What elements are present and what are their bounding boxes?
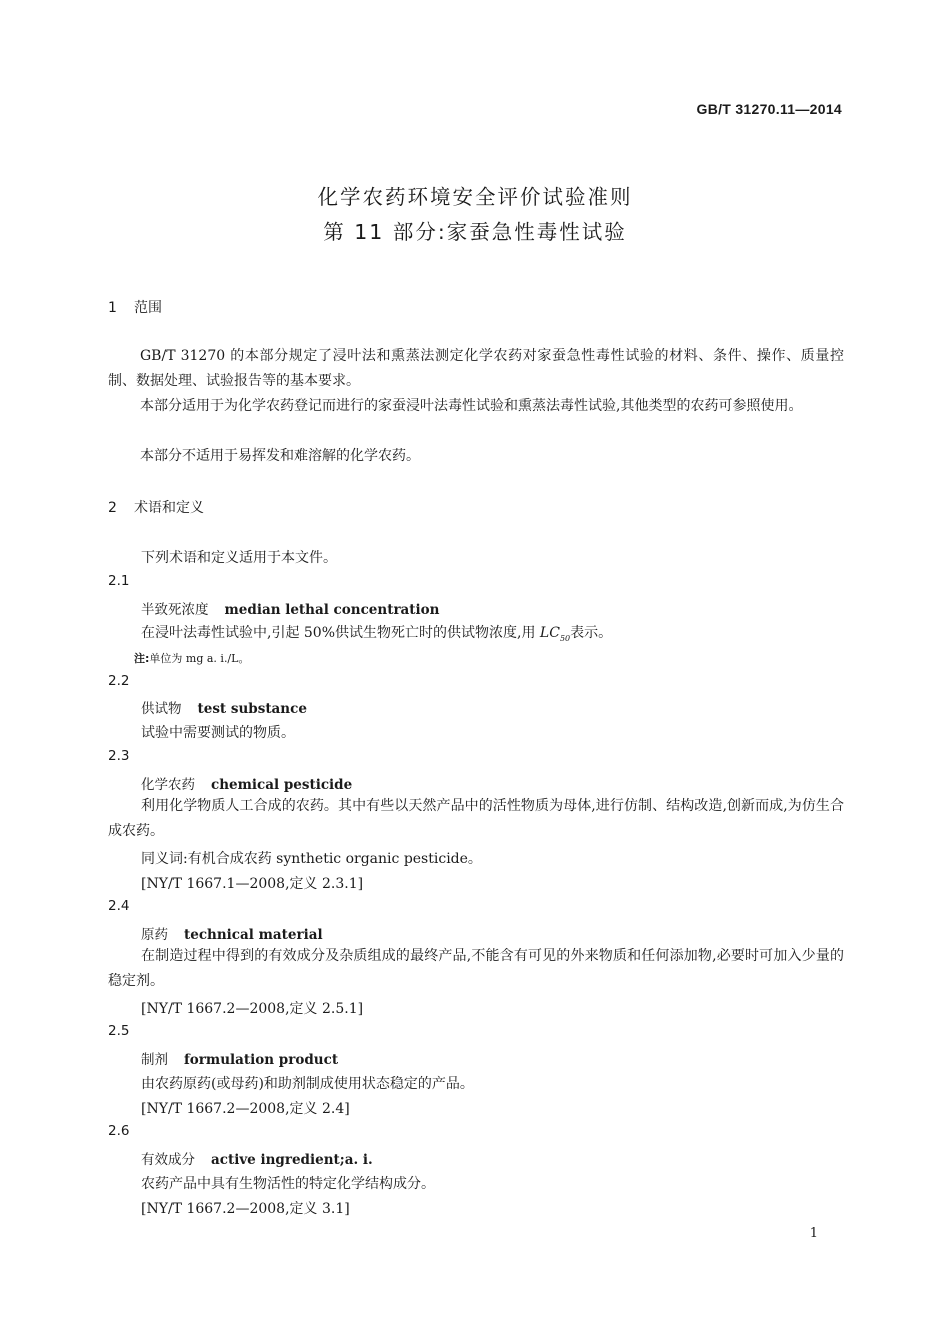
term-en: chemical pesticide bbox=[211, 777, 353, 793]
paragraph: 本部分适用于为化学农药登记而进行的家蚕浸叶法毒性试验和熏蒸法毒性试验,其他类型的农药可参照使用。 bbox=[140, 398, 803, 414]
term-definition: 由农药原药(或母药)和助剂制成使用状态稳定的产品。 bbox=[141, 1076, 474, 1092]
term-zh: 原药 bbox=[141, 927, 168, 943]
term-number: 2.1 bbox=[108, 573, 130, 589]
section-1-heading bbox=[108, 297, 162, 317]
term-zh: 半致死浓度 bbox=[141, 602, 209, 618]
definition-text: 在浸叶法毒性试验中,引起 50%供试生物死亡时的供试物浓度,用 bbox=[141, 625, 540, 641]
term-number: 2.5 bbox=[108, 1023, 130, 1039]
term-definition: 利用化学物质人工合成的农药。其中有些以天然产品中的活性物质为母体,进行仿制、结构改造,创新而成,为仿生合成农药。 bbox=[108, 798, 844, 839]
note-text: 单位为 mg a. i./L。 bbox=[149, 652, 250, 665]
section-number: 2 bbox=[108, 500, 117, 516]
definition-text: 表示。 bbox=[570, 625, 613, 641]
note bbox=[134, 650, 249, 666]
document-title-line2: 第 11 部分:家蚕急性毒性试验 bbox=[323, 220, 627, 244]
term-en: technical material bbox=[184, 927, 323, 943]
term-heading bbox=[141, 1148, 373, 1168]
paragraph: 下列术语和定义适用于本文件。 bbox=[141, 550, 337, 566]
term-zh: 有效成分 bbox=[141, 1152, 195, 1168]
reference: [NY/T 1667.1—2008,定义 2.3.1] bbox=[141, 876, 364, 892]
document-title-line1: 化学农药环境安全评价试验准则 bbox=[317, 185, 633, 209]
term-number: 2.2 bbox=[108, 673, 130, 689]
section-2-heading bbox=[108, 497, 204, 517]
term-heading bbox=[141, 773, 352, 793]
section-title: 范围 bbox=[134, 300, 162, 316]
lc50-symbol bbox=[540, 625, 570, 641]
term-heading bbox=[141, 923, 323, 943]
note-label: 注: bbox=[134, 652, 150, 665]
section-title: 术语和定义 bbox=[134, 500, 204, 516]
term-definition bbox=[141, 622, 612, 643]
synonym: 同义词:有机合成农药 synthetic organic pesticide。 bbox=[141, 851, 482, 867]
term-en: median lethal concentration bbox=[224, 602, 440, 618]
symbol-text: LC bbox=[539, 625, 560, 641]
reference: [NY/T 1667.2—2008,定义 2.5.1] bbox=[141, 1001, 364, 1017]
term-number: 2.3 bbox=[108, 748, 130, 764]
symbol-subscript: 50 bbox=[559, 633, 571, 643]
term-zh: 制剂 bbox=[141, 1052, 168, 1068]
term-number: 2.6 bbox=[108, 1123, 130, 1139]
term-zh: 化学农药 bbox=[141, 777, 195, 793]
standard-number: GB/T 31270.11—2014 bbox=[696, 101, 842, 117]
term-en: active ingredient;a. i. bbox=[211, 1152, 373, 1168]
page-number: 1 bbox=[809, 1226, 818, 1241]
term-heading bbox=[141, 598, 440, 618]
term-en: formulation product bbox=[184, 1052, 339, 1068]
term-definition: 试验中需要测试的物质。 bbox=[141, 725, 295, 741]
term-heading bbox=[141, 1048, 338, 1068]
term-definition: 在制造过程中得到的有效成分及杂质组成的最终产品,不能含有可见的外来物质和任何添加物,必要时可加入少量的稳定剂。 bbox=[108, 948, 844, 989]
term-definition: 农药产品中具有生物活性的特定化学结构成分。 bbox=[141, 1176, 435, 1192]
reference: [NY/T 1667.2—2008,定义 2.4] bbox=[141, 1101, 350, 1117]
term-en: test substance bbox=[197, 701, 307, 717]
section-number: 1 bbox=[108, 300, 117, 316]
paragraph: GB/T 31270 的本部分规定了浸叶法和熏蒸法测定化学农药对家蚕急性毒性试验的材料、条件、操作、质量控制、数据处理、试验报告等的基本要求。 bbox=[108, 348, 844, 389]
term-zh: 供试物 bbox=[141, 701, 182, 717]
reference: [NY/T 1667.2—2008,定义 3.1] bbox=[141, 1201, 350, 1217]
term-heading bbox=[141, 697, 307, 717]
paragraph: 本部分不适用于易挥发和难溶解的化学农药。 bbox=[140, 448, 420, 464]
term-number: 2.4 bbox=[108, 898, 130, 914]
